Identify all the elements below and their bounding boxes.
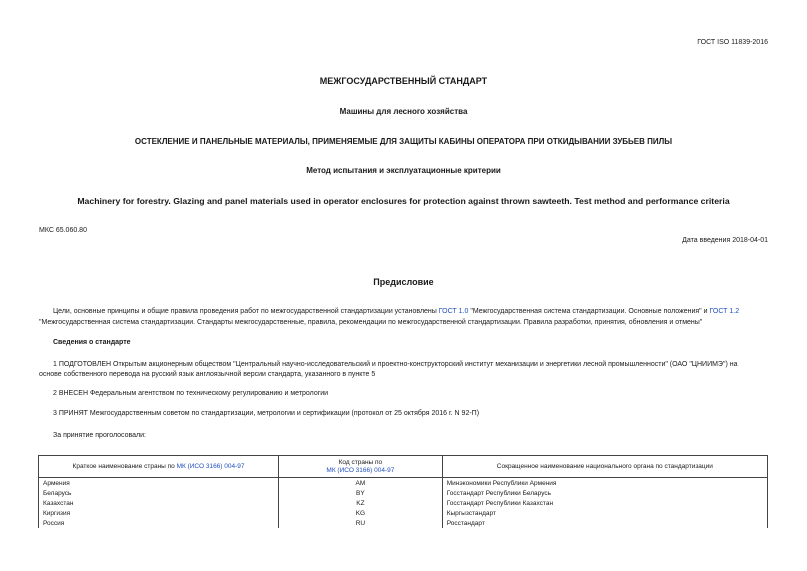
table-header-row: [39, 456, 768, 478]
subject-heading: Машины для лесного хозяйства: [339, 107, 468, 116]
country-cell: Казахстан: [39, 498, 279, 508]
code-cell: BY: [279, 488, 443, 498]
item-2: 2 ВНЕСЕН Федеральным агентством по техническому регулированию и метрологии: [53, 390, 329, 397]
header-text: Код страны по: [338, 458, 383, 466]
voting-table: [38, 455, 768, 528]
foreword-text: Цели, основные принципы и общие правила проведения работ по межгосударственной стандартизации установлены: [53, 308, 439, 315]
foreword-text: "Межгосударственная система стандартизации. Основные положения" и: [468, 308, 710, 315]
country-cell: Киргизия: [39, 508, 279, 518]
body-cell: Госстандарт Республики Беларусь: [442, 488, 767, 498]
main-title-en: Machinery for forestry. Glazing and panel materials used in operator enclosures for protection against thrown sawteeth. Test method and performance criteria: [77, 196, 730, 206]
code-cell: RU: [279, 518, 443, 528]
body-cell: Госстандарт Республики Казахстан: [442, 498, 767, 508]
country-cell: Беларусь: [39, 488, 279, 498]
foreword-heading: Предисловие: [373, 277, 434, 287]
header-text: Краткое наименование страны по: [72, 462, 177, 470]
main-title-ru: ОСТЕКЛЕНИЕ И ПАНЕЛЬНЫЕ МАТЕРИАЛЫ, ПРИМЕНЯЕМЫЕ ДЛЯ ЗАЩИТЫ КАБИНЫ ОПЕРАТОРА ПРИ ОТКИДЫВАНИИ ЗУБЬЕВ ПИЛЫ: [134, 137, 673, 146]
body-cell: Минэкономики Республики Армения: [442, 478, 767, 489]
header-country-code: [279, 456, 443, 478]
method-subtitle: Метод испытания и эксплуатационные критерии: [306, 166, 501, 175]
body-cell: Кыргызстандарт: [442, 508, 767, 518]
item-3: 3 ПРИНЯТ Межгосударственным советом по стандартизации, метрологии и сертификации (протокол от 25 октября 2016 г. N 92-П): [53, 410, 480, 417]
info-heading: Сведения о стандарте: [53, 339, 131, 346]
code-cell: KG: [279, 508, 443, 518]
document-code: ГОСТ ISO 11839-2016: [697, 39, 768, 46]
voted-label: За принятие проголосовали:: [53, 432, 146, 439]
country-cell: Россия: [39, 518, 279, 528]
foreword-paragraph-line1: [53, 308, 739, 315]
intro-date: Дата введения 2018-04-01: [682, 237, 768, 244]
header-national-body: Сокращенное наименование национального органа по стандартизации: [442, 456, 767, 478]
item-1-line2: основе собственного перевода на русский язык англоязычной версии стандарта, указанного в пункте 5: [39, 371, 376, 378]
mks-code: МКС 65.060.80: [39, 227, 87, 234]
mk-iso-3166-link[interactable]: МК (ИСО 3166) 004-97: [326, 466, 395, 474]
table-row: [39, 508, 768, 518]
code-cell: AM: [279, 478, 443, 489]
country-cell: Армения: [39, 478, 279, 489]
body-cell: Росстандарт: [442, 518, 767, 528]
table-row: [39, 478, 768, 489]
table-row: [39, 518, 768, 528]
standard-type-heading: МЕЖГОСУДАРСТВЕННЫЙ СТАНДАРТ: [319, 76, 488, 86]
item-1-line1: 1 ПОДГОТОВЛЕН Открытым акционерным обществом "Центральный научно-исследовательский и проектно-конструкторский институт механизации и энергетики лесной промышленности" (ОАО "ЦНИИМЭ") на: [53, 361, 738, 368]
mk-iso-3166-link[interactable]: МК (ИСО 3166) 004-97: [176, 462, 245, 470]
header-country-name: [39, 456, 279, 478]
foreword-paragraph-line2: "Межгосударственная система стандартизации. Стандарты межгосударственные, правила, рекомендации по межгосударственной стандартизации. Правила разработки, принятия, обновления и отмены": [39, 319, 703, 326]
code-cell: KZ: [279, 498, 443, 508]
gost-1-0-link[interactable]: ГОСТ 1.0: [438, 308, 469, 315]
table-row: [39, 498, 768, 508]
gost-1-2-link[interactable]: ГОСТ 1.2: [709, 308, 740, 315]
table-row: [39, 488, 768, 498]
